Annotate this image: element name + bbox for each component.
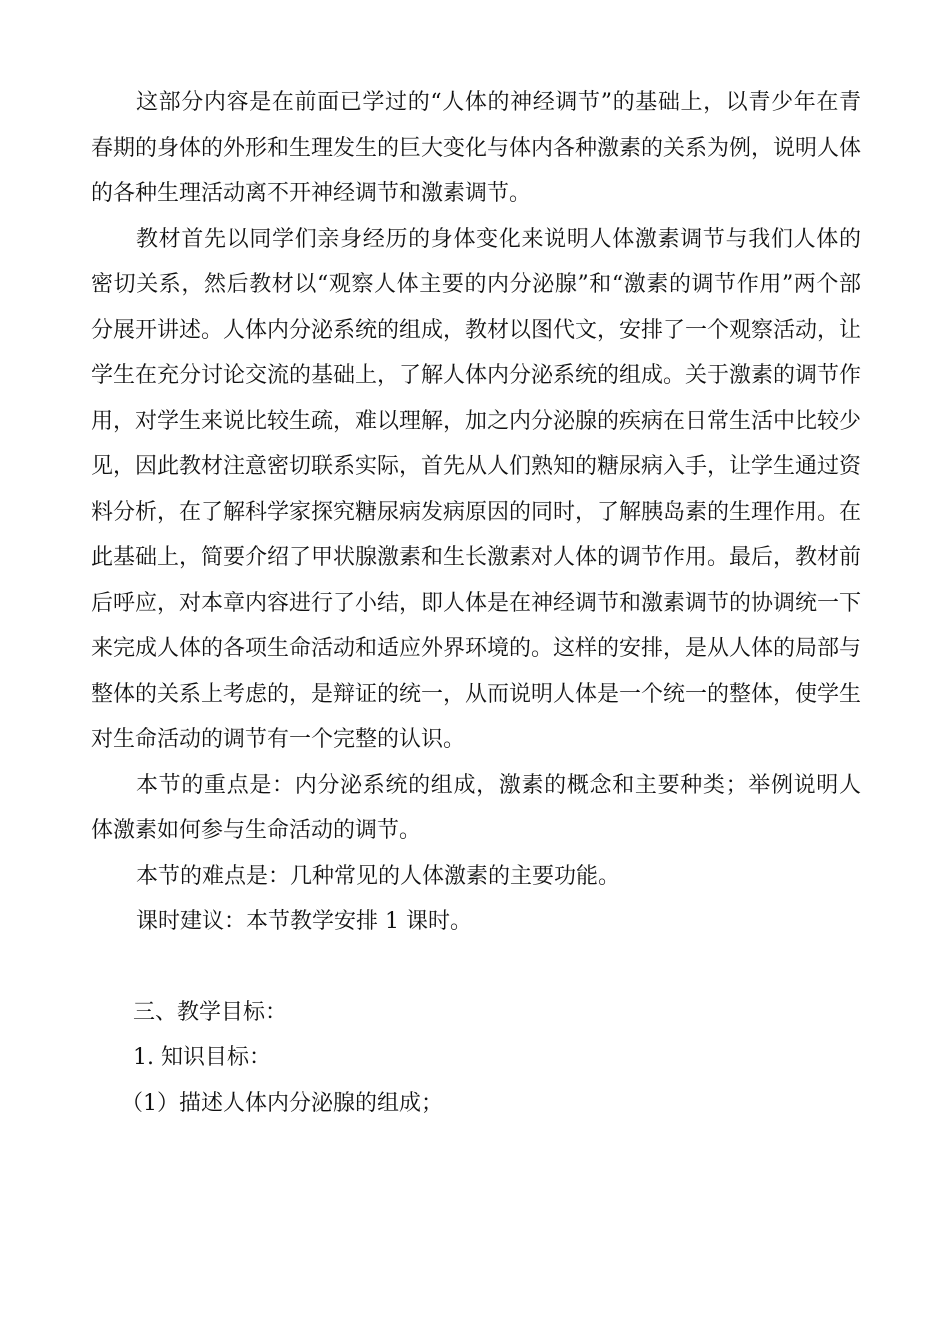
- blank-line: [91, 945, 861, 990]
- paragraph-difficult-points: 本节的难点是：几种常见的人体激素的主要功能。: [136, 863, 621, 889]
- subheading-knowledge-goals: 1. 知识目标：: [133, 1045, 271, 1070]
- paragraph-class-hours: 课时建议：本节教学安排 1 课时。: [136, 909, 472, 934]
- paragraph-textbook-overview: 教材首先以同学们亲身经历的身体变化来说明人体激素调节与我们人体的密切关系，然后教材以“观察人体主要的内分泌腺”和“激素的调节作用”两个部分展开讲述。人体内分泌系统的组成，教材以图代文，安排了一个观察活动，让学生在充分讨论交流的基础上，了解人体内分泌系统的组成。关于激素的调节作用，对学生来说比较生疏，难以理解，加之内分泌腺的疾病在日常生活中比较少见，因此教材注意密切联系实际，首先从人们熟知的糖尿病入手，让学生通过资料分析，在了解科学家探究糖尿病发病原因的同时，了解胰岛素的生理作用。在此基础上，简要介绍了甲状腺激素和生长激素对人体的调节作用。最后，教材前后呼应，对本章内容进行了小结，即人体是在神经调节和激素调节的协调统一下来完成人体的各项生命活动和适应外界环境的。这样的安排，是从人体的局部与整体的关系上考虑的，是辩证的统一，从而说明人体是一个统一的整体，使学生对生命活动的调节有一个完整的认识。: [91, 226, 862, 752]
- document-body: [91, 80, 861, 1126]
- section-heading: 三、教学目标：: [133, 999, 288, 1025]
- paragraph-key-points: 本节的重点是：内分泌系统的组成，激素的概念和主要种类；举例说明人体激素如何参与生命活动的调节。: [91, 772, 861, 843]
- paragraph-intro: 这部分内容是在前面已学过的“人体的神经调节”的基础上，以青少年在青春期的身体的外形和生理发生的巨大变化与体内各种激素的关系为例，说明人体的各种生理活动离不开神经调节和激素调节。: [91, 90, 862, 206]
- list-item-goal-1: （1）描述人体内分泌腺的组成；: [121, 1090, 443, 1116]
